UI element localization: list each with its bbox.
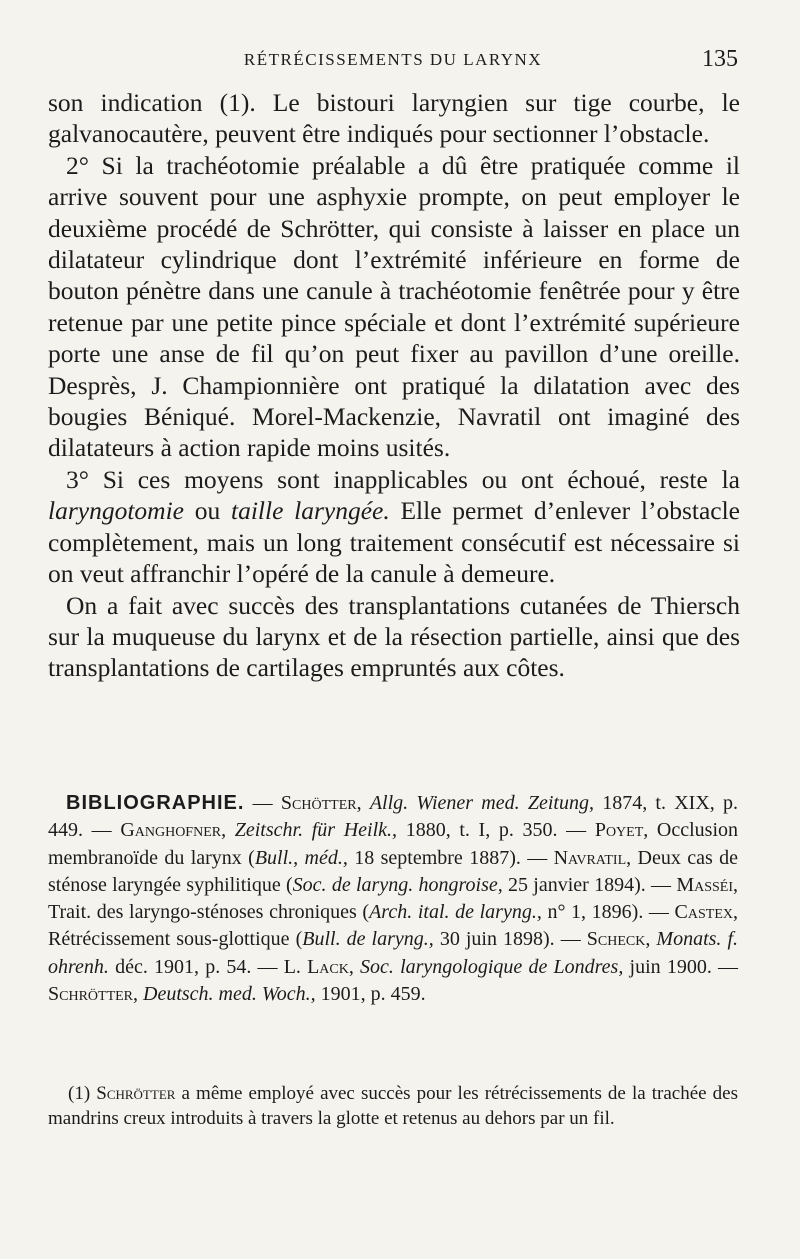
bib-source: Soc. de laryng. hongroise, xyxy=(292,873,503,896)
paragraph-1: son indication (1). Le bistouri laryngien sur tige courbe, le galvanocautère, peuvent être indiqués pour sectionner l’obstacle. xyxy=(48,88,740,149)
bib-text: déc. 1901, p. 54. — L. xyxy=(108,955,308,978)
bib-text: — xyxy=(244,792,281,814)
bib-text xyxy=(226,819,235,841)
bib-source: Arch. ital. de laryng., xyxy=(369,901,542,924)
bib-author: Schötter, xyxy=(280,792,362,814)
bib-text: n° 1, 1896). — xyxy=(541,901,675,924)
footnote-paragraph xyxy=(48,1082,738,1131)
bib-author: Poyet, xyxy=(594,819,649,842)
bib-text: juin 1900. — xyxy=(623,955,738,978)
header-title: RÉTRÉCISSEMENTS DU LARYNX xyxy=(243,50,543,69)
bib-text: 25 janvier 1894). — xyxy=(502,873,677,896)
bib-text: Trait. des laryngo-sténoses chroniques ( xyxy=(48,901,370,924)
footnote-text: a même employé avec succès pour les rétrécissements de la trachée des mandrins creux introduits à travers la glotte et retenus au dehors par un fil. xyxy=(48,1083,739,1129)
bib-author: Castex, xyxy=(674,901,738,924)
bib-text: Rétrécissement sous-glottique ( xyxy=(48,928,303,951)
bibliography-heading: BIBLIOGRAPHIE. xyxy=(66,792,245,814)
bibliography-paragraph xyxy=(48,790,738,1008)
main-text xyxy=(48,87,740,684)
bib-author: Navratil, xyxy=(553,846,632,869)
italic-laryngotomie: laryngotomie xyxy=(48,496,184,526)
paragraph-4: On a fait avec succès des transplantations cutanées de Thiersch sur la muqueuse du larynx et de la résection partielle, ainsi que des transplantations de cartilages empruntés aux côtes. xyxy=(48,590,740,683)
bib-text: 30 juin 1898). — xyxy=(433,928,587,951)
bib-author: Ganghofner, xyxy=(120,819,227,842)
paragraph-2: 2° Si la trachéotomie préalable a dû être pratiquée comme il arrive souvent pour une asphyxie prompte, on peut employer le deuxième procédé de Schrötter, qui consiste à laisser en place un dilatateur cylindrique dont l’extrémité inférieure en forme de bouton pénètre dans une canule à trachéotomie fenêtrée pour y être retenue par une petite pince spéciale et dont l’extrémité supérieure porte une anse de fil qu’on peut fixer au pavillon d’une oreille. Desprès, J. Championnière ont pratiqué la dilatation avec des bougies Béniqué. Morel-Mackenzie, Navratil ont imaginé des dilatateurs à action rapide moins usités. xyxy=(48,150,740,463)
bib-text: 1880, t. I, p. 350. — xyxy=(397,819,595,842)
bib-text: 1901, p. 459. xyxy=(315,983,426,1006)
bib-source: Zeitschr. für Heilk., xyxy=(234,819,398,842)
bib-author: Schrötter, xyxy=(48,983,139,1006)
bib-source: Bull., méd., xyxy=(254,846,348,869)
bib-author: Lack, xyxy=(307,955,354,978)
paragraph-3 xyxy=(48,464,740,590)
bib-text: Occlusion membranoïde du larynx ( xyxy=(48,819,739,869)
paragraph-3-text-a: 3° Si ces moyens sont inapplicables ou ont échoué, reste la xyxy=(66,464,740,494)
bib-source: Allg. Wiener med. Zeitung, xyxy=(369,792,594,814)
bib-source: Bull. de laryng., xyxy=(302,928,434,951)
paragraph-3-text-c: Elle permet d’enlever l’obstacle complètement, mais un long traitement consécutif est nécessaire si on veut affranchir l’opéré de la canule à demeure. xyxy=(48,496,740,589)
running-header xyxy=(48,46,738,76)
footnote xyxy=(48,1082,738,1131)
bib-source: Soc. laryngologique de Londres, xyxy=(360,955,624,978)
page-number: 135 xyxy=(702,46,738,72)
bibliography-entries xyxy=(48,792,738,1005)
bibliography xyxy=(48,790,738,1008)
bib-author: Scheck, xyxy=(586,928,651,951)
bib-text: Deux cas de sténose laryngée syphilitique ( xyxy=(48,846,738,896)
bib-text: 18 septembre 1887). — xyxy=(347,846,554,869)
bib-text xyxy=(362,792,370,814)
paragraph-3-text-b: ou xyxy=(183,496,231,526)
footnote-marker: (1) xyxy=(68,1083,97,1104)
bib-author: Masséi, xyxy=(676,873,739,896)
bib-text: 1874, t. XIX, p. 449. — xyxy=(48,792,739,842)
bib-source: Deutsch. med. Woch., xyxy=(143,983,316,1006)
footnote-author: Schrötter xyxy=(96,1083,176,1104)
bib-source: Monats. f. ohrenh. xyxy=(48,928,739,978)
italic-taille-laryngee: taille laryngée. xyxy=(230,496,390,526)
